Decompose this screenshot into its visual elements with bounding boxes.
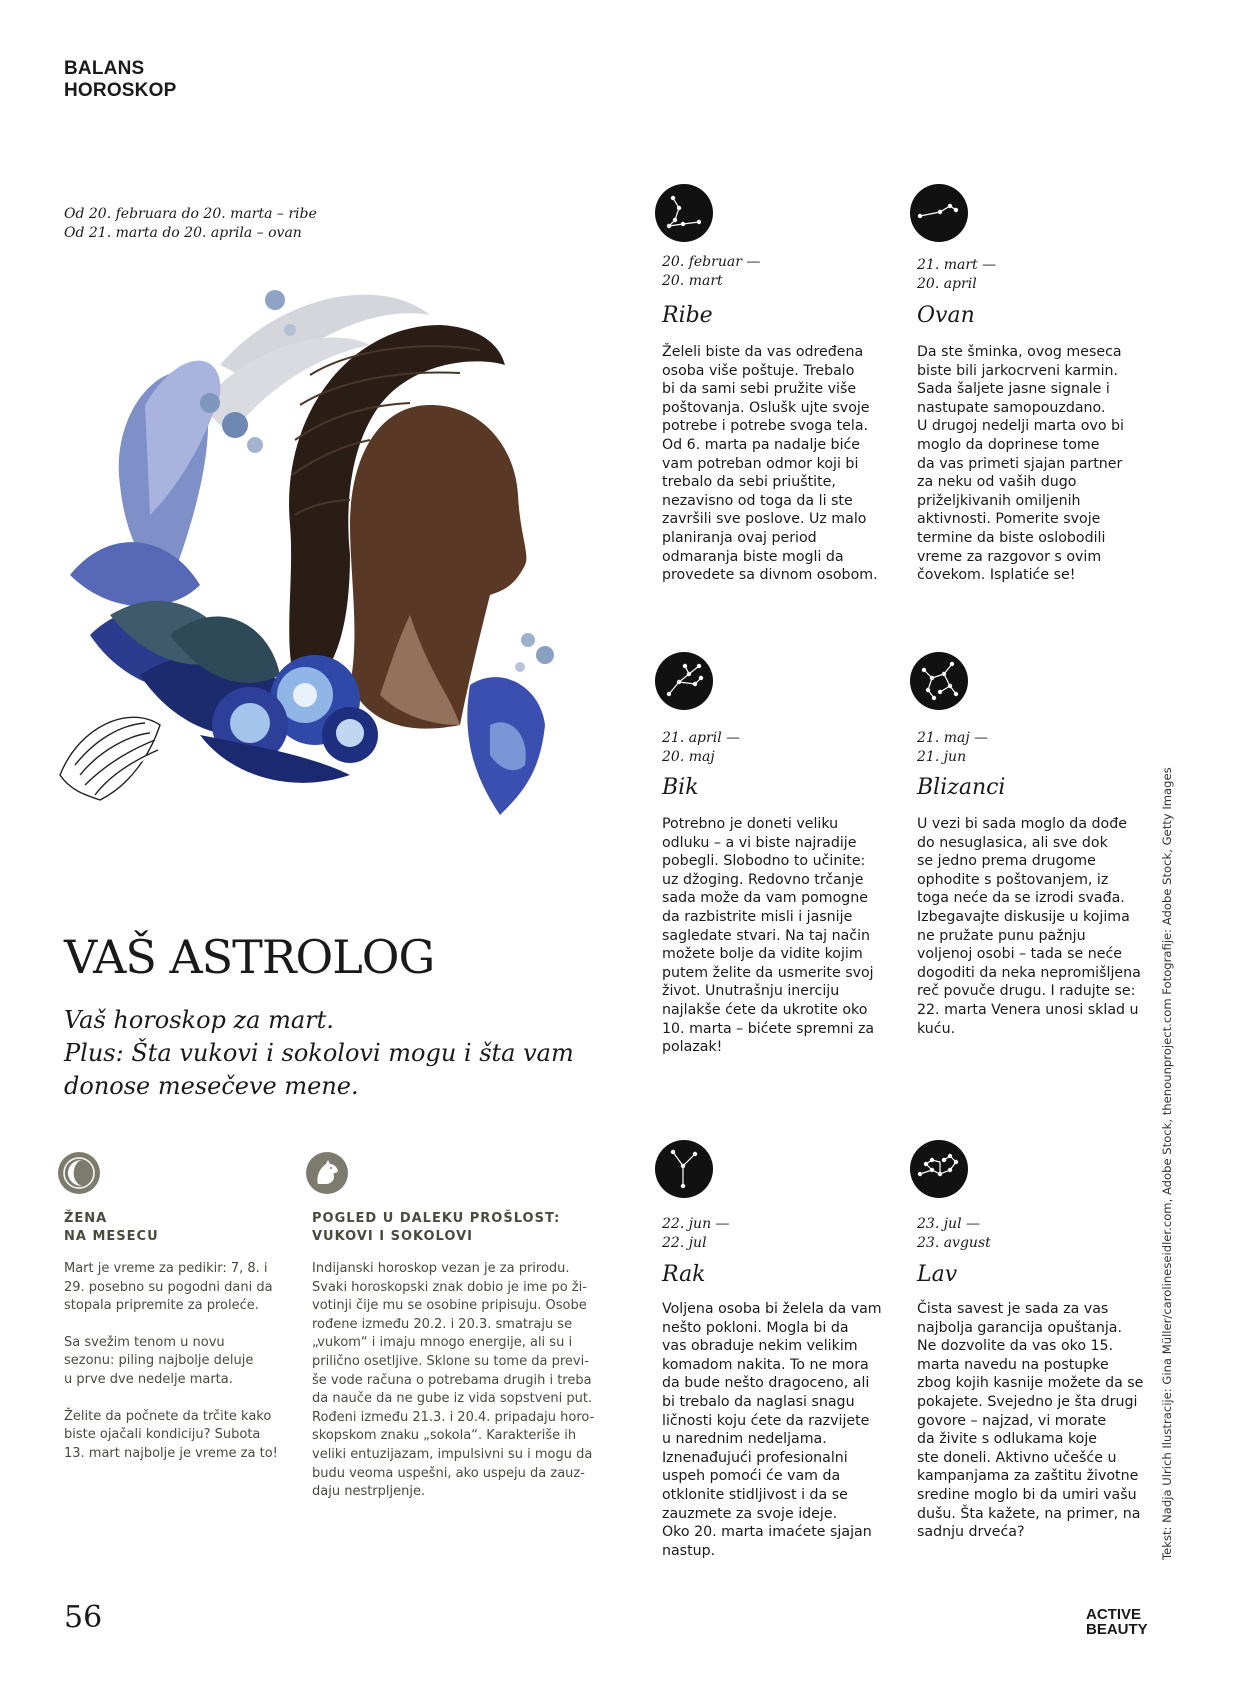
- sidebar-moon-heading: [64, 1210, 159, 1246]
- sign-dates: [917, 1215, 991, 1253]
- sidebar-wolf-text: [312, 1260, 612, 1520]
- sidebar-wolf-heading: [312, 1210, 560, 1246]
- cancer-constellation-icon: [655, 1140, 713, 1198]
- sign-text: Čista savest je sada za vas najbolja garancija opuštanja. Ne dozvolite da vas oko 15. marta navedu na postupke zbog kojih kasnije možete da se pokajete. Svejedno je šta drugi govore – najzad, vi morate da živite s odlukama koje ste doneli. Aktivno učešće u kampanjama za zaštitu životne sredine moglo bi da umiri vašu dušu. Šta kažete, na primer, na sadnju drveća?: [917, 1301, 1144, 1541]
- sign-date-end: 23. avgust: [917, 1235, 991, 1251]
- sidebar-moon-heading-line: NA MESECU: [64, 1229, 159, 1244]
- sidebar-moon-paragraph: Želite da počnete da trčite kako biste ojačali kondiciju? Subota 13. mart najbolje je vreme za to!: [64, 1408, 278, 1461]
- sign-dates: [917, 256, 996, 294]
- gemini-constellation-icon: [910, 652, 968, 710]
- sign-date-start: 21. april —: [662, 730, 741, 746]
- sign-text: Voljena osoba bi želela da vam nešto pokloni. Mogla bi da vas obraduje nekim velikim komadom nakita. To ne mora da bude nešto dragoceno, ali bi trebalo da naglasi snagu ličnosti koju ćete da razvijete u narednim nedeljama. Iznenađujući profesionalni uspeh pomoći će vam da otklonite stidljivost i da se zauzmete za svoje ideje. Oko 20. marta imaćete sjajan nastup.: [662, 1301, 882, 1559]
- sign-date-end: 21. jun: [917, 749, 967, 765]
- pisces-constellation-icon: [655, 184, 713, 242]
- sign-name: Blizanci: [917, 775, 1006, 800]
- brand-line: BEAUTY: [1086, 1621, 1148, 1638]
- sidebar-moon-text: [64, 1260, 294, 1481]
- sign-text: Želeli biste da vas određena osoba više poštuje. Trebalo bi da sami sebi pružite više poštovanja. Oslušk ujte svoje potrebe i potrebe svoga tela. Od 6. marta pa nadalje biće vam potreban odmor koji bi trebalo da sebi priuštite, nezavisno od toga da li ste završili sve poslove. Uz malo planiranja ovaj period odmaranja biste mogli da provedete sa divnom osobom.: [662, 344, 878, 584]
- sign-name: Ovan: [917, 303, 975, 328]
- sign-date-start: 21. maj —: [917, 730, 989, 746]
- sidebar-moon-paragraph: Mart je vreme za pedikir: 7, 8. i 29. posebno su pogodni dani da stopala pripremite za proleće.: [64, 1261, 273, 1314]
- period-caption: [64, 205, 317, 243]
- sign-date-end: 20. maj: [662, 749, 715, 765]
- page-number: 56: [64, 1600, 103, 1635]
- sign-dates: [662, 729, 740, 767]
- brand-line: ACTIVE: [1086, 1606, 1142, 1623]
- sidebar-wolf-heading-line: VUKOVI I SOKOLOVI: [312, 1229, 473, 1244]
- sign-name: Ribe: [662, 303, 713, 328]
- sign-text: Da ste šminka, ovog meseca biste bili jarkocrveni karmin. Sada šaljete jasne signale i nastupate samopouzdano. U drugoj nedelji marta ovo bi moglo da doprinese tome da vas primeti sjajan partner za neku od vaših dugo priželjkivanih omiljenih aktivnosti. Pomerite svoje termine da biste oslobodili vreme za razgovor s ovim čovekom. Isplatiće se!: [917, 344, 1124, 584]
- leo-constellation-icon: [910, 1140, 968, 1198]
- section-name: BALANS: [64, 58, 145, 79]
- sidebar-moon-paragraph: Sa svežim tenom u novu sezonu: piling najbolje deluje u prve dve nedelje marta.: [64, 1334, 254, 1387]
- sign-date-end: 20. april: [917, 276, 977, 292]
- sign-text: U vezi bi sada moglo da dođe do nesuglasica, ali sve dok se jedno prema drugome ophodite s poštovanjem, iz toga neće da se izrodi svađa. Izbegavajte diskusije u kojima ne pružate punu pažnju voljenoj osobi – tada se neće dogoditi da neka nepromišljena reč povuče drugu. I radujte se: 22. marta Venera unosi sklad u kuću.: [917, 816, 1141, 1037]
- wolf-icon: [306, 1152, 348, 1194]
- subtitle-line: Plus: Šta vukovi i sokolovi mogu i šta vam: [64, 1039, 574, 1067]
- sign-dates: [917, 729, 988, 767]
- sidebar-moon-heading-line: ŽENA: [64, 1211, 108, 1226]
- section-label: [64, 58, 176, 102]
- photo-credits: Tekst: Nadja Ulrich Ilustracije: Gina Müller/carolineseidler.com, Adobe Stock, thenounproject.com Fotografije: Adobe Stock, Getty Images: [1160, 767, 1174, 1560]
- sign-date-start: 23. jul —: [917, 1216, 980, 1232]
- sidebar-wolf-heading-line: POGLED U DALEKU PROŠLOST:: [312, 1211, 561, 1226]
- sign-date-end: 22. jul: [662, 1235, 707, 1251]
- sign-date-start: 22. jun —: [662, 1216, 730, 1232]
- sign-date-start: 20. februar —: [662, 254, 761, 270]
- brand-logo: [1086, 1607, 1148, 1637]
- article-subtitle: [64, 1004, 624, 1103]
- hero-illustration: [50, 255, 595, 905]
- sign-name: Bik: [662, 775, 699, 800]
- taurus-constellation-icon: [655, 652, 713, 710]
- sign-name: Lav: [917, 1262, 958, 1287]
- article-title: VAŠ ASTROLOG: [64, 930, 435, 984]
- sign-dates: [662, 253, 760, 291]
- sign-name: Rak: [662, 1262, 706, 1287]
- sign-text: Potrebno je doneti veliku odluku – a vi biste najradije pobegli. Slobodno to učinite: uz džoging. Redovno trčanje sada može da vam pomogne da razbistrite misli i jasnije sagledate stvari. Na taj način možete bolje da vidite kojim putem želite da usmerite svoj život. Unutrašnju inerciju najlakše ćete da ukrotite oko 10. marta – bićete spremni za polazak!: [662, 816, 875, 1056]
- crescent-moon-icon: [58, 1152, 100, 1194]
- aries-constellation-icon: [910, 184, 968, 242]
- sidebar-wolf-paragraph: Indijanski horoskop vezan je za prirodu. Svaki horoskopski znak dobio je ime po ži- votinji čije mu se osobine pripisuju. Osobe rođene između 20.2. i 20.3. smatraju se „vukom“ i imaju mnogo energije, ali su i prilično osetljive. Sklone su tome da previ- še vode računa o potrebama drugih i treba da nauče da ne gube iz vida sopstveni put. Rođeni između 21.3. i 20.4. pripadaju horo- skopskom znaku „sokola“. Karakteriše ih veliki entuzijazam, impulsivni su i mogu da budu veoma uspešni, ako uspeju da zauz- daju nestrpljenje.: [312, 1261, 595, 1500]
- period-line-aries: Od 21. marta do 20. aprila – ovan: [64, 225, 302, 241]
- subtitle-line: Vaš horoskop za mart.: [64, 1006, 334, 1034]
- period-line-pisces: Od 20. februara do 20. marta – ribe: [64, 206, 317, 222]
- subsection-name: HOROSKOP: [64, 80, 177, 101]
- sign-date-start: 21. mart —: [917, 257, 997, 273]
- sign-date-end: 20. mart: [662, 273, 723, 289]
- subtitle-line: donose mesečeve mene.: [64, 1072, 359, 1100]
- sign-dates: [662, 1215, 730, 1253]
